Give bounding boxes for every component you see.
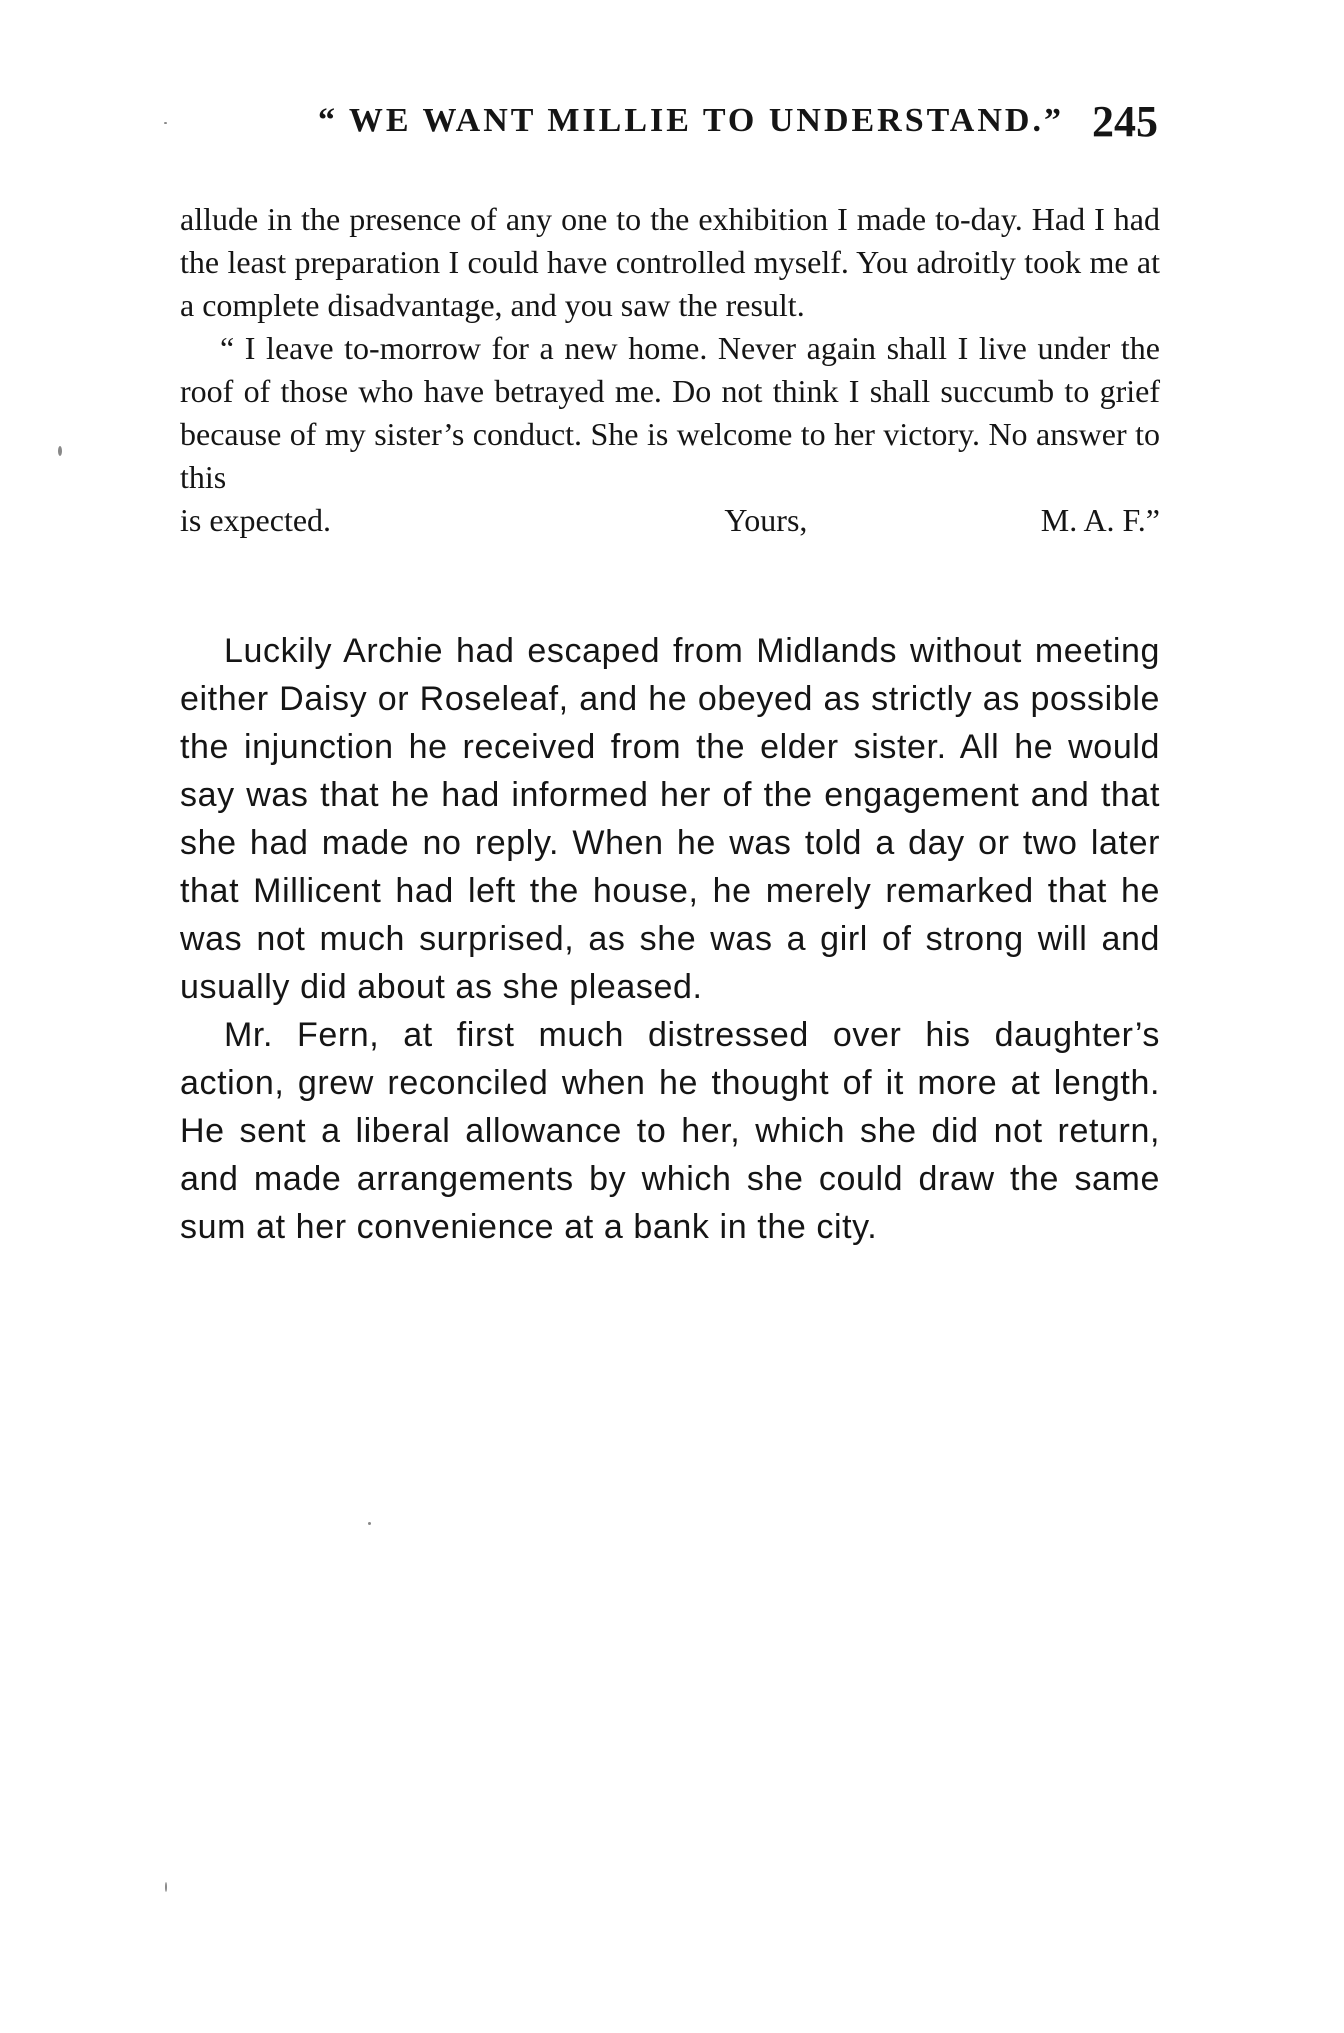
- signoff-initials: M. A. F.”: [1040, 502, 1160, 538]
- letter-paragraph: allude in the presence of any one to the exhibition I made to-day. Had I had the least preparation I could have controlled myself. You adroitly took me at a complete disadvantage, and you saw the result.: [180, 201, 1160, 323]
- scan-speck: [164, 122, 167, 124]
- letter-paragraph: “ I leave to-morrow for a new home. Never again shall I live under the roof of those who have betrayed me. Do not think I shall succumb to grief because of my sister’s conduct. She is welcome to her victory. No answer to this: [180, 330, 1160, 495]
- narrative-paragraph: Mr. Fern, at first much distressed over his daughter’s action, grew reconciled when he thought of it more at length. He sent a liberal allowance to her, which she did not return, and made arrangements by which she could draw the same sum at her convenience at a bank in the city.: [180, 1016, 1160, 1246]
- signoff-closing-line: is expected.: [180, 502, 332, 538]
- scan-speck: [165, 1882, 167, 1892]
- signoff-yours: Yours,: [724, 502, 808, 538]
- narrative-text: [180, 627, 1160, 1251]
- letter-text: [180, 198, 1160, 542]
- scan-speck: [58, 446, 62, 456]
- running-head-title: “ WE WANT MILLIE TO UNDERSTAND.”: [318, 102, 1064, 139]
- narrative-paragraph: Luckily Archie had escaped from Midlands without meeting either Daisy or Roseleaf, and he obeyed as strictly as possible the injunction he received from the elder sister. All he would say was that he had informed her of the engagement and that she had made no reply. When he was told a day or two later that Millicent had left the house, he merely remarked that he was not much surprised, as she was a girl of strong will and usually did about as she pleased.: [180, 632, 1160, 1006]
- running-head: [318, 97, 1158, 152]
- page-number: 245: [1092, 97, 1158, 146]
- letter-signoff: [180, 499, 1160, 542]
- scan-speck: [368, 1522, 371, 1525]
